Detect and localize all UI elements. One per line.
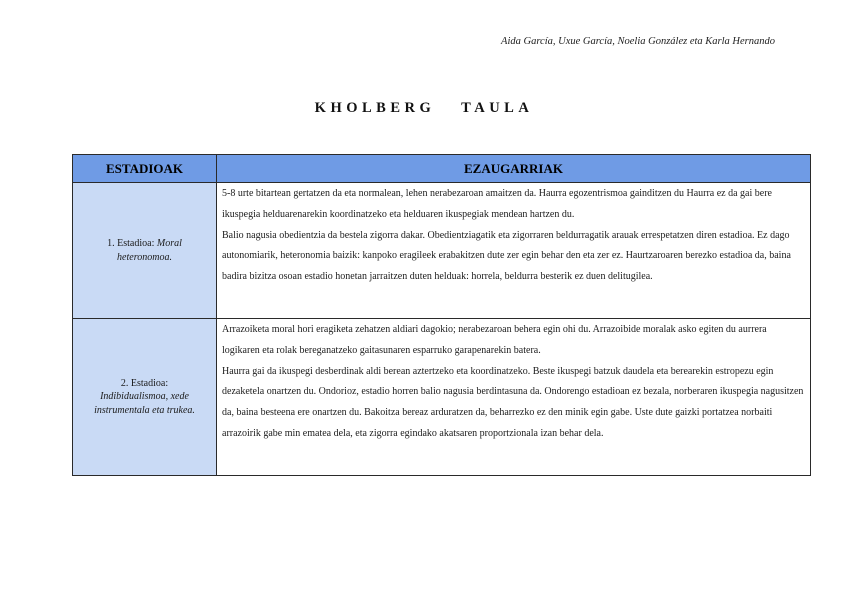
stage-cell-2 [73, 319, 217, 476]
kholberg-table [72, 154, 811, 476]
header-stages: ESTADIOAK [73, 155, 217, 183]
stage-name: Moral [156, 238, 182, 249]
stage-name-cont: instrumentala eta trukea. [94, 404, 195, 416]
stage-name-cont: heteronomoa. [117, 251, 172, 263]
features-paragraph: Arrazoiketa moral hori eragiketa zehatzen aldiari dagokio; nerabezaroan behera egin ohi du. Arrazoibide moralak asko egiten du aurrera logikaren eta rolak bereganatzeko gaitasunaren esparruko garapenarekin batera. [222, 324, 767, 356]
table-row [73, 319, 811, 476]
features-paragraph: Haurra gai da ikuspegi desberdinak aldi berean aztertzeko eta koordinatzeko. Beste ikuspegi batzuk daudela eta berearekin estropezu egin dezaketela onartzen du. Ondorioz, estadio horren balio nagusia berdintasuna da. Ondorengo estadioan ez bezala, norberaren ikuspegia nagusitzen da, baina besteena ere onartzen du. Bakoitza bereaz arduratzen da, beharrezko ez den minik egin gabe. Uste dute gaizki portatzea norbaiti arrazoirik gabe min ematea dela, eta zigorra egindako akatsaren proportzionala izan behar dela. [222, 365, 804, 439]
stage-prefix: 1. Estadioa: [107, 238, 155, 249]
features-paragraph: Balio nagusia obedientzia da bestela zigorra dakar. Obedientziagatik eta zigorraren beldurragatik arauak errespetatzen diren estadioa. Ez dago autonomiarik, heteronomia baizik: kanpoko eragileek erabakitzen dute zer egin behar den eta zer ez. Haurtzaroaren berezko estadioa da, baina badira bizitza osoan estadio honetan jarraitzen duten helduak: horrela, beldurra besterik ez duen delitugilea. [222, 229, 791, 283]
stage-cell-1 [73, 183, 217, 319]
table-header-row [73, 155, 811, 183]
stage-name: Indibidualismoa, xede [100, 391, 189, 403]
page-title: KHOLBERG TAULA [314, 100, 534, 116]
header-authors: Aida García, Uxue García, Noelia González eta Karla Hernando [501, 36, 775, 47]
features-cell-1 [217, 183, 811, 319]
header-features: EZAUGARRIAK [217, 155, 811, 183]
features-paragraph: 5-8 urte bitartean gertatzen da eta normalean, lehen nerabezaroan amaitzen da. Haurra egozentrismoa gainditzen du Haurra ez da gai bere ikuspegia helduarenarekin koordinatzeko eta helduaren ikuspegiak mendean hartzen du. [222, 188, 772, 220]
features-cell-2 [217, 319, 811, 476]
stage-prefix: 2. Estadioa: [120, 377, 169, 389]
table-row [73, 183, 811, 319]
